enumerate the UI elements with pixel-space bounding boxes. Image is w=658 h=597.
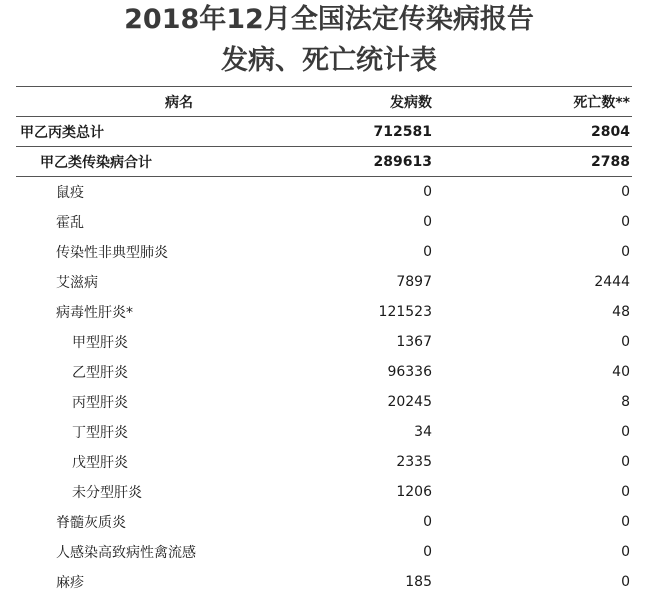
row-name: 艾滋病 [56,275,98,291]
row-cases: 121523 [378,304,432,320]
row-cases: 0 [423,214,432,230]
row-cases: 2335 [396,454,432,470]
row-name: 人感染高致病性禽流感 [56,545,196,561]
table-row [16,477,632,507]
row-deaths: 0 [621,424,630,440]
row-deaths: 0 [621,484,630,500]
table-row [16,447,632,477]
table-row [16,177,632,208]
row-deaths: 0 [621,244,630,260]
row-name: 戊型肝炎 [72,455,128,471]
table-row-subtotal [16,147,632,177]
row-deaths: 0 [621,334,630,350]
header-disease-name: 病名 [16,87,342,117]
row-deaths: 0 [621,214,630,230]
table-row [16,387,632,417]
statistics-table [16,86,632,597]
header-deaths: 死亡数** [434,87,632,117]
row-deaths: 0 [621,544,630,560]
table-row [16,267,632,297]
row-cases: 712581 [342,117,434,147]
row-deaths: 8 [621,394,630,410]
row-name: 丙型肝炎 [72,395,128,411]
row-name: 脊髓灰质炎 [56,515,126,531]
row-name: 甲型肝炎 [72,335,128,351]
table-row [16,327,632,357]
table-row [16,507,632,537]
row-cases: 289613 [342,147,434,177]
table-row [16,417,632,447]
table-row [16,237,632,267]
row-deaths: 40 [612,364,630,380]
report-subtitle: 发病、死亡统计表 [221,45,437,76]
row-name: 麻疹 [56,575,84,591]
row-deaths: 2444 [594,274,630,290]
row-cases: 1367 [396,334,432,350]
row-name: 乙型肝炎 [72,365,128,381]
row-cases: 0 [423,514,432,530]
row-name: 丁型肝炎 [72,425,128,441]
table-row-grand-total [16,117,632,147]
row-name: 甲乙丙类总计 [16,117,342,147]
row-cases: 0 [423,544,432,560]
row-deaths: 0 [621,574,630,590]
row-cases: 7897 [396,274,432,290]
table-row [16,207,632,237]
row-cases: 96336 [387,364,432,380]
row-name: 霍乱 [56,215,84,231]
row-cases: 20245 [387,394,432,410]
row-cases: 0 [423,244,432,260]
row-cases: 0 [423,184,432,200]
report-title: 2018年12月全国法定传染病报告 [124,4,534,35]
row-deaths: 48 [612,304,630,320]
row-name: 传染性非典型肺炎 [56,245,168,261]
row-cases: 34 [414,424,432,440]
row-cases: 1206 [396,484,432,500]
header-cases: 发病数 [342,87,434,117]
row-deaths: 2788 [434,147,632,177]
row-cases: 185 [405,574,432,590]
row-name: 病毒性肝炎* [56,305,133,321]
table-row [16,297,632,327]
table-row [16,357,632,387]
table-row [16,537,632,567]
row-deaths: 0 [621,454,630,470]
table-row [16,567,632,597]
row-name: 鼠疫 [56,185,84,201]
row-name: 甲乙类传染病合计 [16,147,342,177]
row-deaths: 0 [621,514,630,530]
row-name: 未分型肝炎 [72,485,142,501]
table-header-row [16,87,632,117]
row-deaths: 2804 [434,117,632,147]
row-deaths: 0 [621,184,630,200]
